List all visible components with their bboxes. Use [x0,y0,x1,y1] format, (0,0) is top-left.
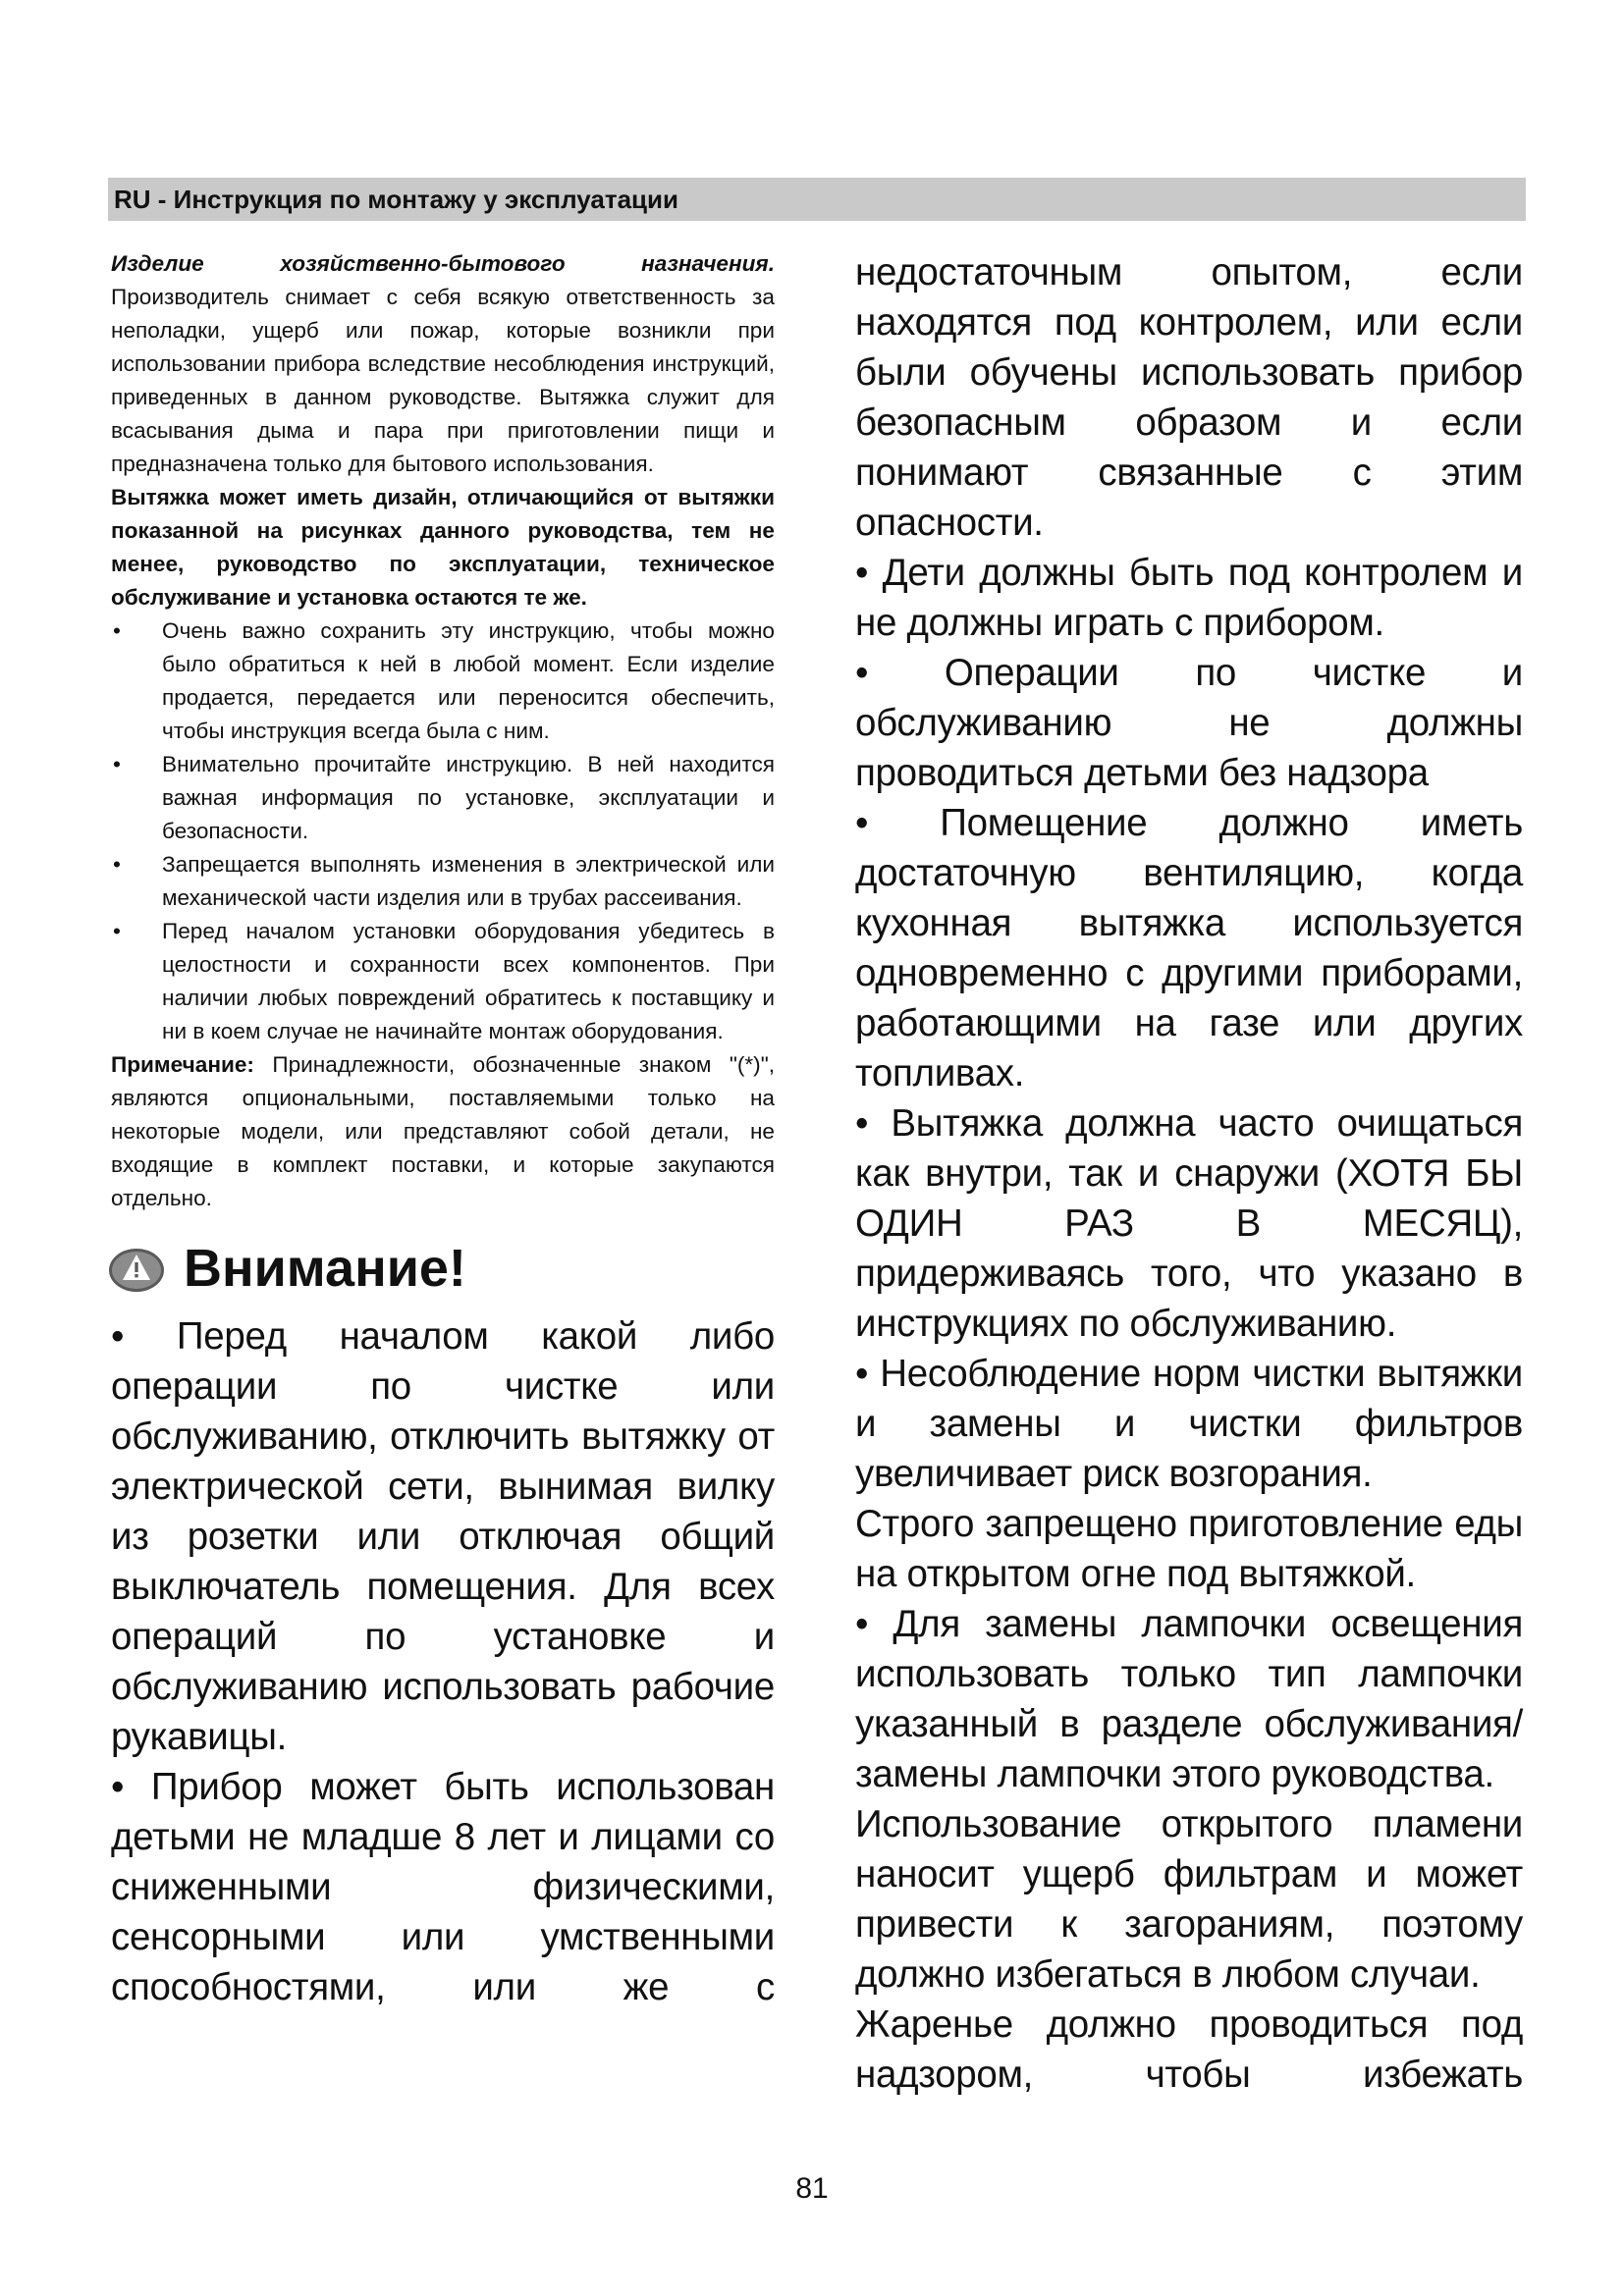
warning-paragraph: • Дети должны быть под контролем и не должны играть с прибором. [855,552,1523,644]
warning-paragraph: недостаточным опытом, если находятся под контролем, или если были обучены использовать прибор безопасным образом и если понимают связанные с этим опасности. [855,251,1523,544]
warning-paragraph: Использование открытого пламени наносит ущерб фильтрам и может привести к загораниям, поэтому должно избегаться в любом случаи. [855,1803,1523,1996]
accessory-note [111,1048,775,1215]
warning-paragraph: • Перед началом какой либо операции по чистке или обслуживанию, отключить вытяжку от электрической сети, вынимая вилку из розетки или отключая общий выключатель помещения. Для всех операций по установке и обслуживанию использовать рабочие рукавицы. [111,1315,775,1758]
warning-paragraph: • Прибор может быть использован детьми не младше 8 лет и лицами со сниженными физическими, сенсорными или умственными способностями, или же с [111,1766,775,2008]
section-header-title: RU - Инструкция по монтажу у эксплуатации [114,185,678,214]
attention-title: Внимание! [184,1239,466,1298]
note-label: Примечание: [111,1052,254,1077]
bullet-icon: • [113,752,121,776]
note-text: Принадлежности, обозначенные знаком "(*)", являются опциональными, поставляемыми только на некоторые модели, или представляют собой детали, не входящие в комплект поставки, и которые закупаются отдельно. [111,1052,775,1210]
attention-heading [107,1229,775,1308]
warning-triangle-icon [107,1239,166,1298]
design-note: Вытяжка может иметь дизайн, отличающийся от вытяжки показанной на рисунках данного руководства, тем не менее, руководство по эксплуатации, техническое обслуживание и установка остаются те же. [111,485,775,610]
section-header [108,178,1526,221]
warning-paragraph: • Вытяжка должна часто очищаться как внутри, так и снаружи (ХОТЯ БЫ ОДИН РАЗ В МЕСЯЦ), придерживаясь того, что указано в инструкциях по обслуживанию. [855,1102,1523,1345]
list-item: • Внимательно прочитайте инструкцию. В ней находится важная информация по установке, эксплуатации и безопасности. [111,748,775,848]
left-column [111,247,775,2012]
bullet-icon: • [113,919,121,943]
list-item: • Перед началом установки оборудования убедитесь в целостности и сохранности всех компонентов. При наличии любых повреждений обратитесь к поставщику и ни в коем случае не начинайте монтаж оборудования. [111,915,775,1048]
bullet-icon: • [113,852,121,877]
warning-paragraph: Строго запрещено приготовление еды на открытом огне под вытяжкой. [855,1503,1523,1595]
list-item: • Запрещается выполнять изменения в электрической или механической части изделия или в трубах рассеивания. [111,848,775,915]
warning-paragraph: Жаренье должно проводиться под надзором, чтобы избежать [855,2003,1523,2096]
page-number: 81 [795,2172,829,2205]
safety-bullet-list [111,614,775,1048]
bullet-icon: • [113,618,121,643]
warning-paragraph: • Несоблюдение норм чистки вытяжки и замены и чистки фильтров увеличивает риск возгорания. [855,1353,1523,1495]
warning-paragraph: • Для замены лампочки освещения использовать только тип лампочки указанный в разделе обслуживания/замены лампочки этого руководства. [855,1603,1523,1795]
list-item: • Очень важно сохранить эту инструкцию, чтобы можно было обратиться к ней в любой момент. Если изделие продается, передается или переносится обеспечить, чтобы инструкция всегда была с ним. [111,614,775,748]
intro-title: Изделие хозяйственно-бытового назначения. [111,251,775,276]
warning-paragraph: • Помещение должно иметь достаточную вентиляцию, когда кухонная вытяжка используется одновременно с другими приборами, работающими на газе или других топливах. [855,802,1523,1095]
right-column [855,247,1523,2100]
warning-paragraph: • Операции по чистке и обслуживанию не должны проводиться детьми без надзора [855,652,1523,794]
intro-paragraph [111,247,775,281]
intro-text: Производитель снимает с себя всякую ответственность за неполадки, ущерб или пожар, которые возникли при использовании прибора вследствие несоблюдения инструкций, приведенных в данном руководстве. Вытяжка служит для всасывания дыма и пара при приготовлении пищи и предназначена только для бытового использования. [111,285,775,476]
